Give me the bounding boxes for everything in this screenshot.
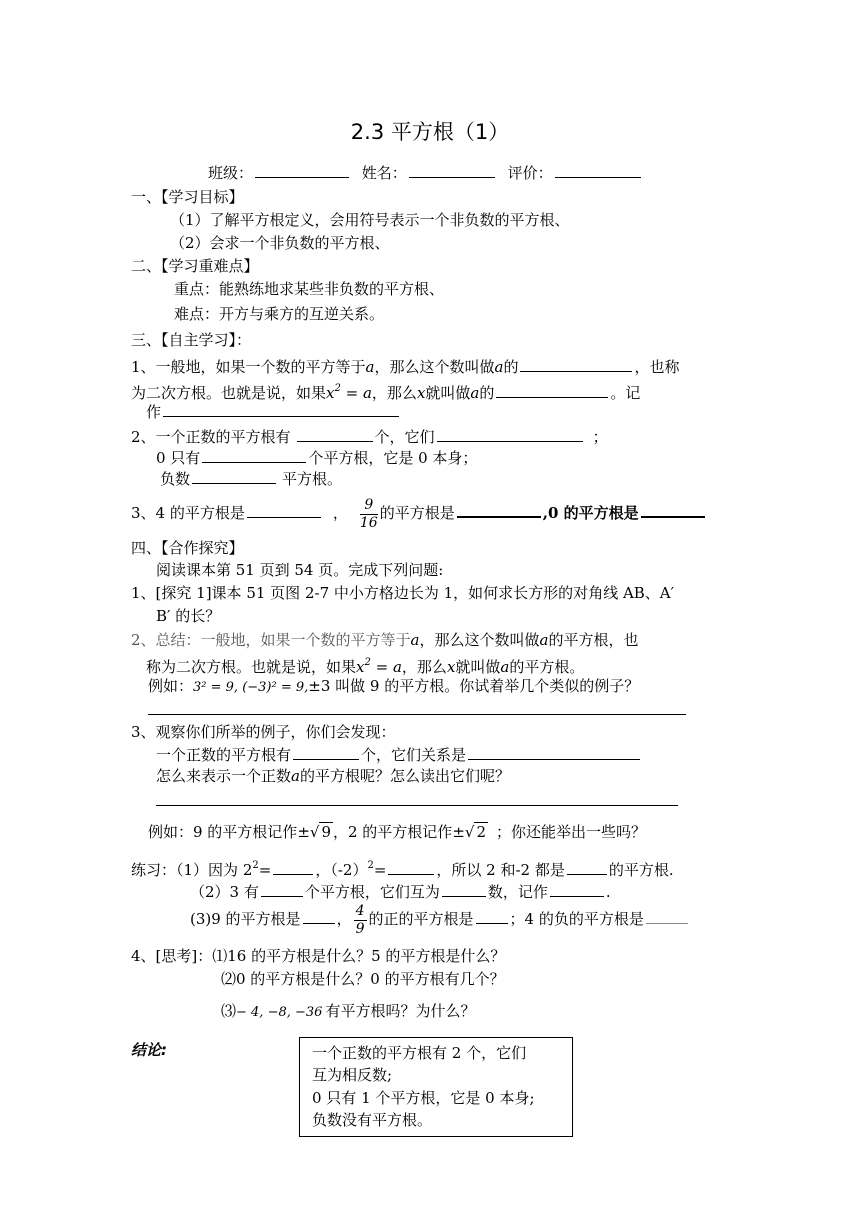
conclusion-line-3: 0 只有 1 个平方根，它是 0 本身; [312, 1089, 535, 1107]
q1-line3 [146, 401, 401, 422]
q1-text: 的 [479, 384, 495, 402]
q2-blank-3 [202, 447, 306, 463]
sqrt-symbol: √ [309, 823, 320, 841]
think-item-2: ⑵0 的平方根是什么？0 的平方根有几个？ [221, 970, 505, 988]
q2-text: 0 只有 [156, 449, 201, 467]
q2-blank-2 [437, 426, 583, 442]
practice-line1: 练习：（1）因为 $2^2=$ ，$(-2)^2=$ ，所以 2 和-2 都是 的平方根. [131, 860, 674, 879]
q1-text: ，那么 [371, 384, 417, 402]
summary-text: 的平方根。 [509, 658, 585, 676]
q2-line3 [160, 468, 342, 489]
practice-text: ， [336, 910, 352, 928]
q2-line1 [131, 426, 608, 447]
practice-blank-1 [273, 859, 313, 875]
summary-text: 就叫做 [455, 658, 501, 676]
q2-blank-4 [192, 468, 276, 484]
difficult-point: 难点：开方与乘方的互逆关系。 [174, 305, 385, 323]
q1-text: 作 [146, 403, 162, 421]
practice-text: 数，记作 [487, 883, 548, 901]
q2-text: ； [592, 428, 608, 446]
q1-text: 为二次方根。也就是说，如果 [131, 384, 327, 402]
example-math: 3² = 9, (−3)² = 9, [193, 680, 309, 695]
fraction-4-9: $\frac{4}{9}$ [355, 902, 365, 937]
q1-text: ，也称 [634, 358, 680, 376]
q1-blank-3 [163, 401, 399, 417]
summary-text: 的平方根，也 [548, 631, 639, 649]
summary-line1 [131, 630, 638, 650]
practice-blank-9 [646, 908, 688, 924]
q1-text: 1、一般地，如果一个数的平方等于 [131, 358, 366, 376]
practice-blank-5 [442, 881, 486, 897]
section2-heading: 二、【学习重难点】 [131, 257, 259, 275]
practice-text: ；4 的负的平方根是 [509, 910, 644, 928]
think-text: 有平方根吗？为什么？ [325, 1002, 476, 1020]
practice-blank-8 [476, 908, 508, 924]
q2-blank-1 [297, 426, 373, 442]
fraction-9-16: $\frac{9}{16}$ [359, 496, 378, 531]
conclusion-label: 结论: [131, 1041, 167, 1059]
practice-line2 [190, 881, 611, 902]
var-a: a [365, 358, 375, 376]
observe-text: 一个正数的平方根有 [156, 746, 292, 764]
practice-text: （1）因为 2 [176, 861, 253, 879]
example2-text: ，2 的平方根记作 [333, 823, 453, 841]
conclusion-line-1: 一个正数的平方根有 2 个，它们 [312, 1044, 527, 1062]
summary-text: ，那么这个数叫做 [419, 631, 540, 649]
practice-line3 [190, 900, 690, 938]
observe-line-3 [156, 766, 510, 786]
practice-text: (3)9 的平方根是 [190, 910, 301, 928]
var-a: a [500, 658, 510, 676]
conclusion-box [299, 1037, 573, 1137]
q3-line [131, 494, 707, 532]
q1-text: ，那么这个数叫做 [374, 358, 495, 376]
q1-line2 [131, 379, 640, 403]
conclusion-line-4: 负数没有平方根。 [312, 1111, 433, 1129]
var-a: a [410, 631, 420, 649]
section3-heading: 三、【自主学习】： [131, 331, 252, 349]
summary-line2 [146, 653, 584, 677]
practice-blank-6 [550, 881, 604, 897]
q2-text: 个平方根，它是 0 本身； [308, 449, 478, 467]
math-x2a: $x^2 = a$ [326, 383, 372, 402]
example-label: 例如： [148, 677, 194, 695]
think-text: ⑶ [221, 1002, 237, 1020]
observe-blank-2 [468, 744, 640, 760]
practice-blank-4 [261, 881, 303, 897]
practice-text: . [605, 883, 611, 901]
practice-blank-3 [567, 859, 607, 875]
q1-text: 的 [503, 358, 519, 376]
example2-text: 例如：9 的平方根记作 [148, 823, 298, 841]
goal-item-2: （2）会求一个非负数的平方根、 [170, 234, 390, 252]
q1-text: 。记 [610, 384, 641, 402]
observe-line: 3、观察你们所举的例子，你们会发现： [131, 723, 396, 741]
observe-line-2 [156, 744, 642, 765]
class-blank [255, 162, 349, 178]
example-line [148, 676, 639, 698]
summary-text: 称为二次方根。也就是说，如果 [146, 658, 357, 676]
q3-text: 3、4 的平方根是 [131, 504, 245, 522]
practice-text: 个平方根，它们互为 [304, 883, 440, 901]
name-blank [409, 162, 495, 178]
q3-blank-2 [457, 501, 541, 518]
var-a: a [539, 631, 549, 649]
var-a: a [470, 384, 480, 402]
sqrt-2: 2 [476, 823, 486, 841]
grade-label: 评价： [507, 164, 553, 182]
think-label: 4、[思考]： [131, 947, 213, 965]
section1-heading: 一、【学习目标】 [131, 188, 244, 206]
q1-line1 [131, 356, 680, 377]
q3-blank-1 [247, 502, 321, 518]
think-line1 [131, 946, 505, 966]
answer-line-1 [148, 714, 686, 715]
think-item-1: ⑴16 的平方根是什么？5 的平方根是什么？ [212, 947, 506, 965]
q3-blank-3 [641, 501, 705, 518]
header-row [208, 162, 643, 183]
key-point: 重点：能熟练地求某些非负数的平方根、 [174, 280, 445, 298]
goal-item-1: （1）了解平方根定义，会用符号表示一个非负数的平方根、 [170, 211, 570, 229]
practice-text: = [373, 861, 387, 879]
var-x: x [416, 384, 426, 402]
practice-blank-2 [388, 859, 434, 875]
practice-text: ，所以 2 和-2 都是 [436, 861, 565, 879]
practice-text: 的平方根. [608, 861, 674, 879]
observe-text: 的平方根呢？怎么读出它们呢？ [299, 767, 510, 785]
think-line3 [221, 1001, 475, 1023]
q1-text: 就叫做 [425, 384, 471, 402]
conclusion-line-2: 互为相反数; [312, 1066, 393, 1084]
practice-text: 的正的平方根是 [368, 910, 474, 928]
think-math: − 4, −8, −36 [236, 1005, 323, 1020]
reading-instruction: 阅读课本第 51 页到 54 页。完成下列问题: [156, 561, 444, 579]
answer-line-2 [156, 805, 678, 806]
summary-text: ，那么 [401, 658, 447, 676]
section4-heading: 四、【合作探究】 [131, 539, 244, 557]
q1-blank-1 [520, 356, 632, 372]
q3-text: ， [332, 504, 348, 522]
name-label: 姓名： [361, 164, 407, 182]
sqrt-9: 9 [321, 823, 331, 841]
q2-line2 [156, 447, 477, 468]
practice-text: ，（-2） [315, 861, 368, 879]
grade-blank [555, 162, 641, 178]
q2-text: 个，它们 [374, 428, 435, 446]
var-x: x [446, 658, 456, 676]
class-label: 班级： [208, 164, 254, 182]
page-title: 2.3 平方根（1） [350, 120, 510, 144]
q2-text: 平方根。 [282, 470, 343, 488]
observe-text: 怎么来表示一个正数 [156, 767, 292, 785]
var-a: a [494, 358, 504, 376]
q3-text: 的平方根是 [379, 504, 455, 522]
math-x2a: $x^2 = a$ [356, 657, 402, 676]
summary-text: 2、总结：一般地，如果一个数的平方等于 [131, 631, 411, 649]
practice-label: 练习： [131, 861, 177, 879]
var-a: a [291, 767, 300, 785]
q3-text: ,0 的平方根是 [542, 504, 639, 522]
sqrt-symbol: √ [464, 823, 475, 841]
example2-line [148, 822, 646, 842]
practice-blank-7 [303, 908, 335, 924]
observe-text: 个，它们关系是 [361, 746, 467, 764]
explore1-line1: 1、[探究 1]课本 51 页图 2-7 中小方格边长为 1，如何求长方形的对角线 AB、A′ [131, 584, 675, 602]
practice-text: = [258, 861, 272, 879]
explore1-line2: B′ 的长？ [156, 607, 221, 625]
q2-text: 2、一个正数的平方根有 [131, 428, 291, 446]
plus-minus: ± [297, 823, 310, 841]
q2-text: 负数 [160, 470, 191, 488]
example2-text: ；你还能举出一些吗？ [496, 823, 647, 841]
plus-minus: ± [452, 823, 465, 841]
example-text: ±3 叫做 9 的平方根。你试着举几个类似的例子？ [308, 677, 640, 695]
q1-blank-2 [496, 382, 608, 398]
observe-blank-1 [293, 744, 359, 760]
practice-text: （2）3 有 [190, 883, 259, 901]
